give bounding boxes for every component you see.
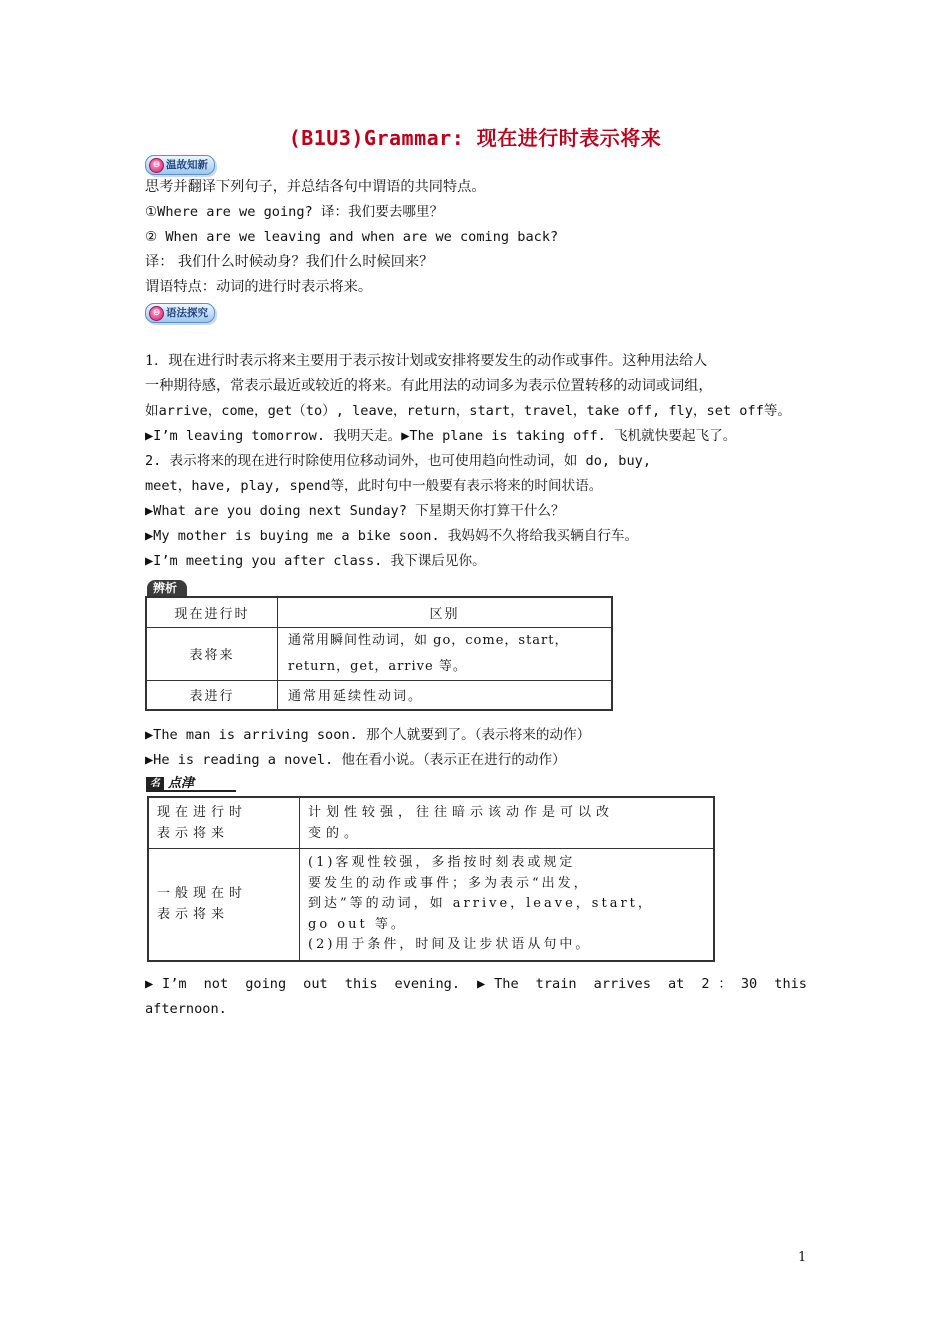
table-cell [278, 627, 613, 680]
cell-line: 现在进行时 [157, 805, 248, 820]
compare-example: ▶He is reading a novel. 他在看小说。（表示正在进行的动作） [145, 752, 566, 768]
tips-table [147, 796, 715, 962]
cell-line: 要发生的动作或事件；多为表示“出发， [308, 875, 590, 891]
table-cell [148, 849, 300, 961]
table-cell: 表进行 [146, 680, 278, 710]
page-title: (B1U3)Grammar: 现在进行时表示将来 [288, 126, 662, 150]
table-row [146, 680, 612, 710]
cell-line: 表示将来 [157, 907, 230, 923]
explore-line: 1．现在进行时表示将来主要用于表示按计划或安排将要发生的动作或事件。这种用法给人 [145, 353, 708, 369]
cell-line: return，get，arrive 等。 [288, 658, 467, 674]
circle-icon: ⊖ [149, 306, 164, 321]
compare-table [145, 596, 613, 711]
compare-tag: 辨析 [147, 580, 187, 596]
cell-line: go out 等。 [308, 916, 407, 932]
explore-line: ▶What are you doing next Sunday? 下星期天你打算干什么？ [145, 503, 565, 519]
review-line: 思考并翻译下列句子，并总结各句中谓语的共同特点。 [145, 179, 486, 195]
cell-line: 通常用瞬间性动词，如 go，come，start， [288, 632, 569, 648]
cell-line: 一般现在时 [157, 886, 248, 902]
tips-example: afternoon. [145, 1001, 227, 1017]
cell-line: (2)用于条件，时间及让步状语从句中。 [308, 937, 592, 952]
tips-example: ▶I’m not going out this evening. ▶The train arrives at 2：30 this [145, 976, 807, 992]
explore-line: ▶My mother is buying me a bike soon. 我妈妈不久将给我买辆自行车。 [145, 528, 639, 544]
explore-line: ▶I’m meeting you after class. 我下课后见你。 [145, 553, 486, 569]
explore-line: 如arrive，come，get（to）, leave，return，start，travel，take off, fly，set off等。 [145, 403, 791, 419]
compare-example: ▶The man is arriving soon. 那个人就要到了。（表示将来的动作） [145, 727, 591, 743]
tag-underline [146, 790, 236, 792]
review-line: 谓语特点：动词的进行时表示将来。 [145, 279, 373, 295]
tips-tag-label: 点津 [168, 776, 195, 791]
cell-line: 变的。 [308, 826, 363, 841]
table-cell: 表将来 [146, 627, 278, 680]
table-cell [300, 797, 715, 849]
book-icon: 名师 [146, 777, 164, 790]
table-row [146, 597, 612, 627]
table-cell [300, 849, 715, 961]
review-line: ①Where are we going? 译：我们要去哪里？ [145, 204, 444, 220]
cell-line: 计划性较强，往往暗示该动作是可以改 [308, 805, 615, 820]
review-line: 译： 我们什么时候动身？我们什么时候回来？ [145, 254, 434, 270]
tips-tag [146, 775, 238, 802]
table-header-cell: 区别 [278, 597, 613, 627]
explore-badge-label: 语法探究 [166, 307, 208, 319]
cell-line: (1)客观性较强，多指按时刻表或规定 [308, 855, 576, 870]
explore-line: 一种期待感，常表示最近或较近的将来。有此用法的动词多为表示位置转移的动词或词组， [145, 378, 713, 394]
table-row [148, 797, 714, 849]
review-badge [145, 155, 215, 175]
table-cell: 通常用延续性动词。 [278, 680, 613, 710]
explore-line: 2. 表示将来的现在进行时除使用位移动词外，也可使用趋向性动词，如 do, buy, [145, 453, 652, 469]
review-badge-label: 温故知新 [166, 159, 208, 171]
circle-icon: ⊖ [149, 158, 164, 173]
cell-line: 表示将来 [157, 826, 230, 841]
explore-badge [145, 303, 215, 323]
explore-line: ▶I’m leaving tomorrow. 我明天走。▶The plane is taking off. 飞机就快要起飞了。 [145, 428, 737, 444]
table-row [148, 849, 714, 961]
explore-line: meet，have, play, spend等，此时句中一般要有表示将来的时间状语。 [145, 478, 603, 494]
table-row [146, 627, 612, 680]
table-header-cell: 现在进行时 [146, 597, 278, 627]
cell-line: 到达”等的动词，如 arrive，leave，start， [308, 896, 654, 911]
table-cell [148, 797, 300, 849]
review-line: ② When are we leaving and when are we coming back? [145, 229, 559, 245]
page-number: 1 [798, 1250, 807, 1265]
